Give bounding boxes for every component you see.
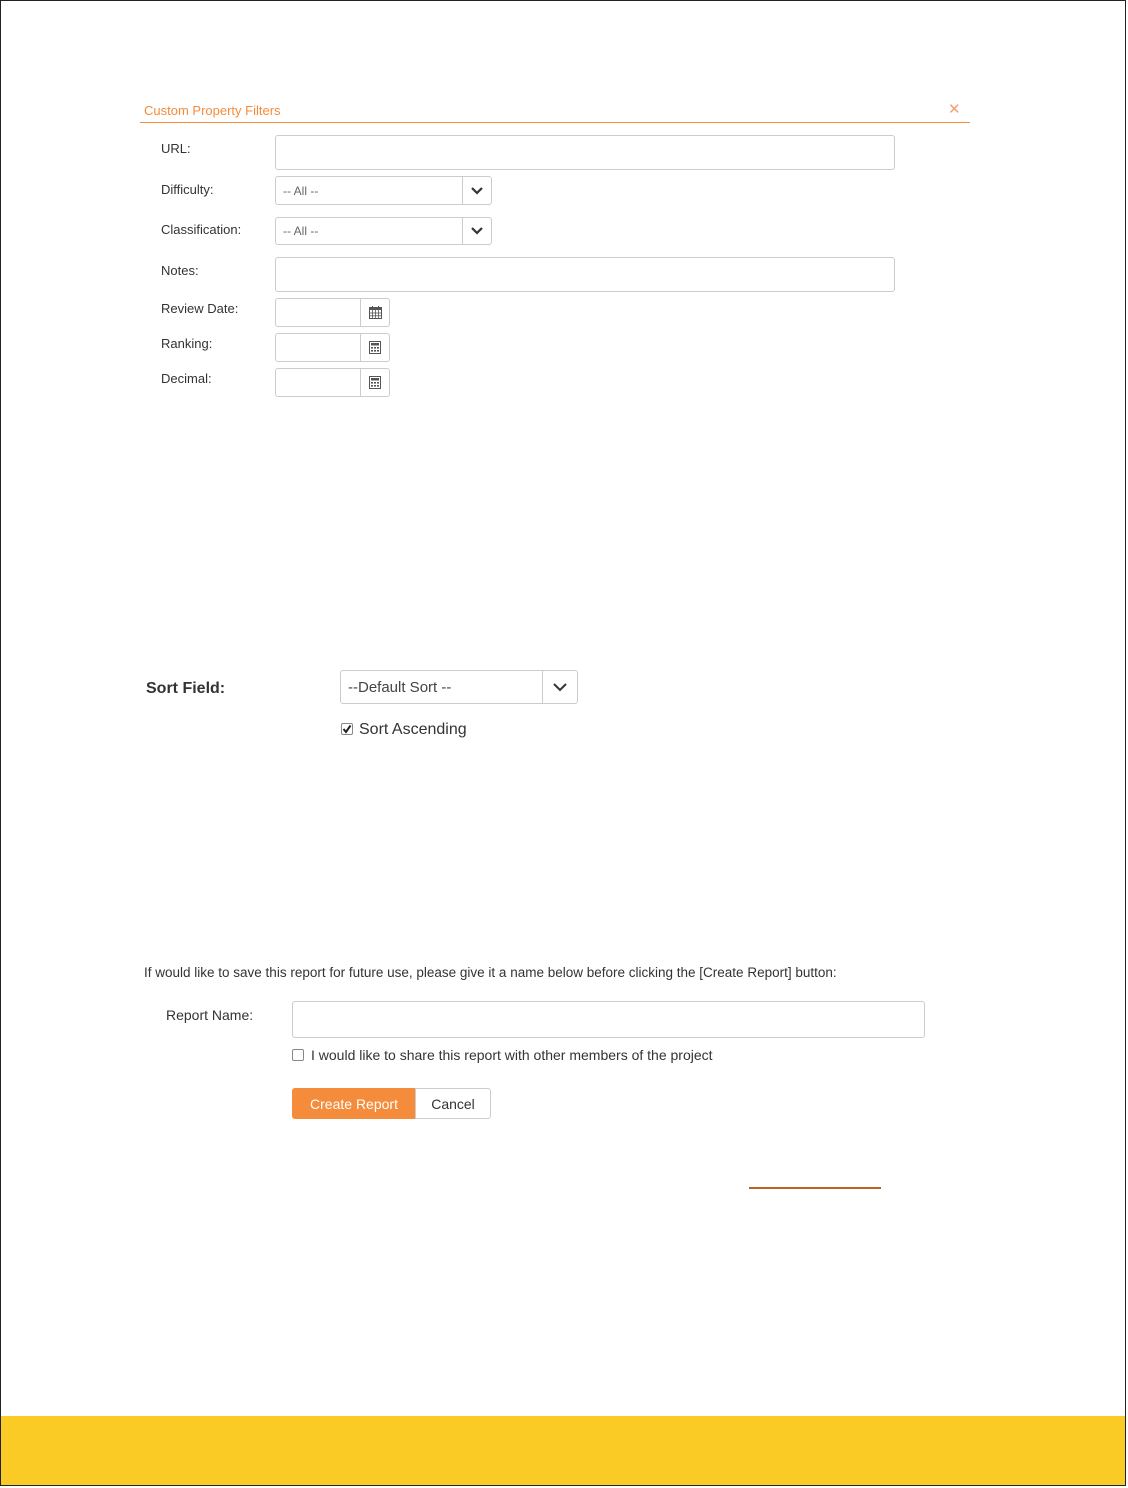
create-report-button[interactable]: Create Report — [292, 1088, 416, 1119]
sort-selected-value: --Default Sort -- — [348, 678, 452, 696]
share-report-label: I would like to share this report with other members of the project — [311, 1047, 713, 1063]
decorative-line — [749, 1187, 881, 1189]
classification-label: Classification: — [161, 222, 242, 237]
report-name-label: Report Name: — [166, 1007, 254, 1023]
url-input[interactable] — [275, 135, 895, 170]
chevron-down-icon[interactable] — [462, 218, 491, 244]
difficulty-selected-value: -- All -- — [283, 183, 319, 198]
chevron-down-icon[interactable] — [542, 671, 577, 703]
difficulty-label: Difficulty: — [161, 182, 214, 197]
classification-selected-value: -- All -- — [283, 224, 319, 238]
ranking-input[interactable] — [276, 334, 360, 361]
review-date-input[interactable] — [276, 299, 360, 326]
chevron-down-icon[interactable] — [462, 177, 491, 204]
review-date-picker[interactable] — [275, 298, 390, 327]
difficulty-select[interactable] — [275, 176, 492, 205]
panel-title: Custom Property Filters — [144, 103, 281, 118]
url-label: URL: — [161, 141, 191, 156]
report-name-input[interactable] — [292, 1001, 925, 1038]
calculator-icon[interactable] — [360, 334, 389, 361]
notes-label: Notes: — [161, 263, 199, 278]
share-report-checkbox[interactable] — [292, 1049, 304, 1061]
sort-field-select[interactable] — [340, 670, 578, 704]
cancel-button[interactable]: Cancel — [415, 1088, 491, 1119]
decimal-picker[interactable] — [275, 368, 390, 397]
footer-bar — [1, 1416, 1125, 1485]
review-date-label: Review Date: — [161, 301, 239, 316]
decimal-label: Decimal: — [161, 371, 212, 386]
sort-field-label: Sort Field: — [146, 680, 226, 697]
sort-ascending-label: Sort Ascending — [359, 721, 467, 738]
notes-input[interactable] — [275, 257, 895, 292]
calculator-icon[interactable] — [360, 369, 389, 396]
ranking-picker[interactable] — [275, 333, 390, 362]
sort-ascending-checkbox[interactable] — [341, 723, 353, 735]
panel-divider — [140, 122, 970, 123]
decimal-input[interactable] — [276, 369, 360, 396]
classification-select[interactable] — [275, 217, 492, 245]
ranking-label: Ranking: — [161, 336, 213, 351]
close-icon[interactable]: ✕ — [948, 101, 961, 118]
save-instructions: If would like to save this report for future use, please give it a name below before clicking the [Create Report] button: — [144, 965, 837, 980]
calendar-icon[interactable] — [360, 299, 389, 326]
